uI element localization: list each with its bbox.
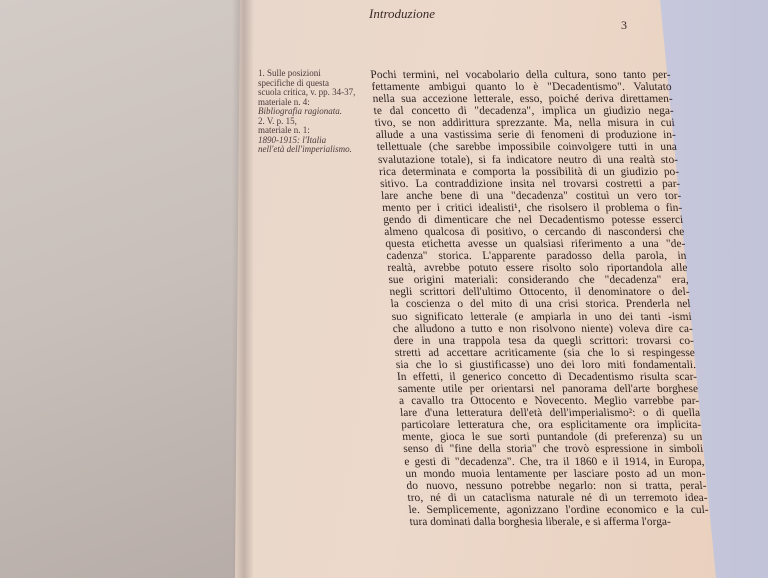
book-gutter (232, 0, 254, 578)
body-line: tro, né di un cataclisma naturale né di un terremoto idea- (406, 491, 709, 504)
margin-note-line: scuola critica, v. pp. 34-37, (258, 87, 356, 97)
margin-note-line: 1. Sulle posizioni (258, 68, 321, 78)
body-line: dere in una trappola tesa da quegli scrittori: trovarsi co- (393, 334, 695, 347)
body-line: sitivo. La contraddizione insita nel trovarsi costretti a par- (379, 177, 681, 190)
margin-note-line: specifiche di questa (258, 77, 329, 88)
margin-notes (258, 69, 370, 155)
margin-note-line: materiale n. 4: (258, 96, 310, 107)
body-line: a cavallo tra Ottocento e Novecento. Meglio varrebbe par- (398, 395, 700, 408)
page-number: 3 (621, 18, 627, 32)
body-line: un mondo muoia lentamente per lasciare posto ad un mon- (404, 467, 706, 480)
body-line: tura dominati dalla borghesia liberale, e si afferma l'orga- (409, 515, 672, 528)
body-line: cadenza" storica. L'apparente paradosso della parola, in (385, 250, 687, 263)
body-line: le. Semplicemente, agonizzano l'ordine economico e la cul- (408, 503, 710, 516)
body-line: che alludono a tutto e non risolvono niente) voleva dire ca- (392, 322, 694, 335)
body-line: svalutazione totale), si fa indicatore neutro di una realtà sto- (377, 153, 679, 166)
body-line: nella sua accezione letterale, esso, poiché deriva direttamen- (372, 93, 674, 106)
body-line: gendo di dimenticare che nel Decadentismo potesse esserci (382, 213, 684, 226)
margin-note-line: 1890-1915: l'Italia (258, 134, 327, 145)
body-line: questa etichetta avesse un qualsiasi riferimento a una "de- (384, 238, 686, 251)
body-line: sia che lo si giustificasse) uno dei loro miti fondamentali. (395, 358, 697, 371)
body-line: sue origini materiali: considerando che "decadenza" era, (387, 274, 690, 287)
left-page (0, 0, 250, 578)
body-line: lare d'una letteratura dell'età dell'imperialismo²: o di quella (399, 407, 701, 420)
body-line: tellettuale (che sarebbe impossibile coinvolgere tutti in una (376, 141, 678, 154)
body-line: samente utile per orientarsi nel panorama dell'arte borghese (397, 383, 699, 396)
body-line: mento per i critici idealisti¹, che risolsero il problema o fin- (381, 201, 683, 214)
body-line: senso di "fine della storia" che trovò espressione in simboli (402, 443, 704, 456)
margin-note-line: nell'età dell'imperialismo. (258, 144, 352, 154)
running-header: Introduzione (369, 6, 435, 21)
body-line: realtà, avrebbe potuto essere risolto solo riportandola alle (386, 262, 688, 275)
body-text (370, 69, 710, 528)
body-line: In effetti, il generico concetto di Decadentismo risulta scar- (396, 370, 698, 383)
body-line: particolare letteratura che, ora esplicitamente ora implicita- (400, 419, 702, 432)
body-line: mente, gioca le sue sorti puntandole (di preferenza) su un (401, 431, 703, 444)
body-line: lare anche bene di una "decadenza" costituì un vero tor- (380, 189, 682, 202)
body-line: stretti ad accettare acriticamente (sia che lo si respingesse (394, 346, 696, 359)
body-line: tivo, se non addirittura sprezzante. Ma, nella misura in cui (374, 117, 676, 130)
body-line: Pochi termini, nel vocabolario della cultura, sono tanto per- (370, 69, 672, 81)
margin-note-line: materiale n. 1: (258, 125, 310, 135)
body-line: do nuovo, nessuno potrebbe negarlo: non si tratta, peral- (405, 479, 707, 492)
body-line: rica determinata e comporta la possibilità di un giudizio po- (378, 165, 680, 178)
body-line: e gesti di "decadenza". Che, tra il 1860 e il 1914, in Europa, (403, 455, 705, 468)
body-line: suo significato letterale (e ampiarla in uno dei tanti -ismi (391, 310, 693, 323)
body-line: te dal concetto di "decadenza", implica un giudizio nega- (373, 105, 675, 118)
body-line: fettamente ambigui quanto lo è "Decadentismo". Valutato (371, 81, 673, 94)
margin-note-line: 2. V. p. 15, (258, 115, 297, 126)
margin-note-line: Bibliografia ragionata. (258, 106, 343, 116)
body-line: almeno qualcosa di positivo, o cercando di nascondersi che (383, 226, 685, 239)
body-line: la coscienza o del mito di una crisi storica. Prenderla nel (390, 298, 692, 311)
body-line: negli scrittori dell'ultimo Ottocento, il denominatore o del- (389, 286, 691, 299)
body-line: allude a una vastissima serie di fenomeni di produzione in- (375, 129, 677, 142)
